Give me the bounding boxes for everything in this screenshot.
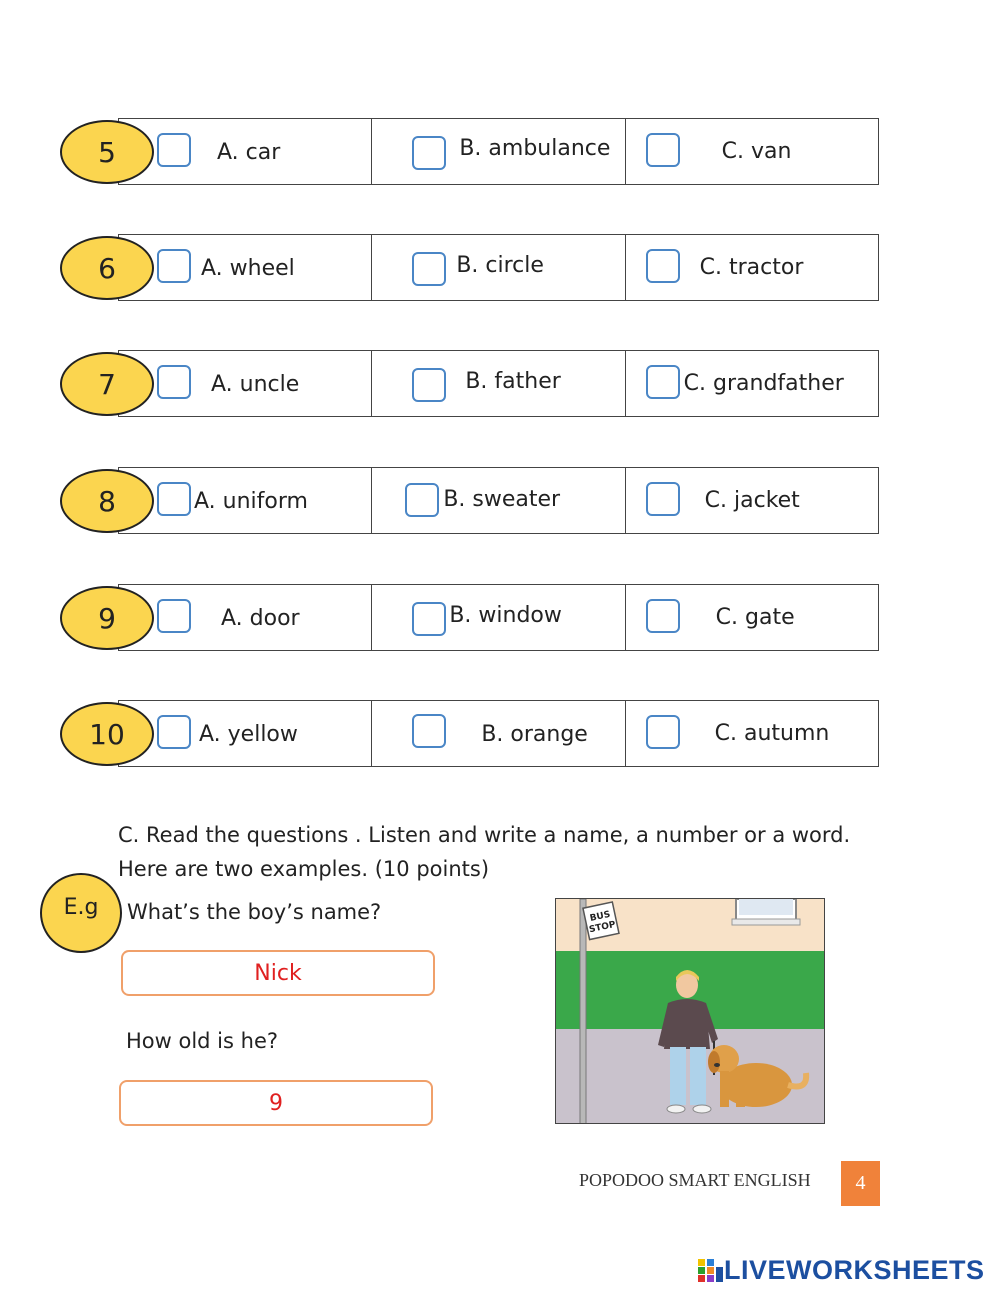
option-b-label: B. ambulance [459, 136, 611, 161]
option-c-label: C. tractor [699, 255, 804, 280]
option-b-label: B. orange [481, 722, 588, 747]
footer-publisher: POPODOO SMART ENGLISH [579, 1170, 811, 1190]
question-row-10 [89, 700, 879, 767]
checkbox-c[interactable] [646, 249, 680, 283]
option-c-label: C. van [721, 139, 792, 164]
option-cell-b [372, 585, 625, 650]
example-question-1: What’s the boy’s name? [127, 900, 382, 924]
option-cell-a [119, 235, 372, 300]
bus-sign-line-1: BUS [589, 909, 612, 924]
option-cell-a [119, 701, 372, 766]
options-table [118, 700, 879, 767]
option-cell-c [626, 119, 878, 184]
example-badge: E.g [40, 873, 122, 953]
options-table [118, 467, 879, 534]
question-row-6 [98, 234, 879, 301]
options-table [118, 118, 879, 185]
option-b-label: B. sweater [443, 487, 561, 512]
liveworksheets-logo[interactable] [698, 1255, 985, 1286]
option-a-label: A. uniform [194, 489, 308, 514]
question-row-5 [98, 118, 879, 185]
option-c-label: C. jacket [704, 488, 800, 513]
bus-sign-line-2: STOP [588, 919, 617, 936]
question-number-badge: 10 [60, 702, 154, 766]
checkbox-a[interactable] [157, 482, 191, 516]
section-c-instructions [118, 818, 850, 886]
option-cell-a [119, 585, 372, 650]
checkbox-c[interactable] [646, 133, 680, 167]
question-number-badge: 7 [60, 352, 154, 416]
checkbox-c[interactable] [646, 599, 680, 633]
checkbox-a[interactable] [157, 365, 191, 399]
checkbox-b[interactable] [412, 714, 446, 748]
option-a-label: A. wheel [201, 256, 295, 281]
question-row-9 [98, 584, 879, 651]
checkbox-a[interactable] [157, 715, 191, 749]
option-cell-c [626, 351, 878, 416]
option-cell-c [626, 235, 878, 300]
option-cell-c [626, 701, 878, 766]
question-row-8 [98, 467, 879, 534]
question-number-badge: 9 [60, 586, 154, 650]
example-question-2: How old is he? [126, 1029, 279, 1053]
option-c-label: C. gate [715, 605, 795, 630]
option-a-label: A. yellow [199, 722, 298, 747]
option-a-label: A. uncle [211, 372, 300, 397]
checkbox-c[interactable] [646, 482, 680, 516]
picture-illustration [556, 899, 825, 1124]
checkbox-a[interactable] [157, 133, 191, 167]
answer-field-age[interactable]: 9 [119, 1080, 433, 1126]
option-b-label: B. circle [456, 253, 544, 278]
option-cell-b [372, 119, 625, 184]
checkbox-a[interactable] [157, 599, 191, 633]
boy-with-dog-picture [555, 898, 825, 1124]
option-cell-b [372, 701, 625, 766]
option-cell-b [372, 468, 625, 533]
page-number: 4 [841, 1161, 880, 1206]
option-cell-c [626, 468, 878, 533]
checkbox-a[interactable] [157, 249, 191, 283]
checkbox-b[interactable] [412, 368, 446, 402]
instruction-line-2: Here are two examples. (10 points) [118, 857, 490, 881]
option-b-label: B. father [465, 369, 561, 394]
option-cell-a [119, 468, 372, 533]
checkbox-c[interactable] [646, 715, 680, 749]
checkbox-b[interactable] [412, 136, 446, 170]
option-a-label: A. door [221, 606, 300, 631]
options-table [118, 350, 879, 417]
option-b-label: B. window [449, 603, 562, 628]
option-cell-a [119, 119, 372, 184]
option-cell-c [626, 585, 878, 650]
option-c-label: C. autumn [714, 721, 830, 746]
checkbox-b[interactable] [405, 483, 439, 517]
liveworksheets-wordmark: LIVEWORKSHEETS [724, 1255, 985, 1285]
question-number-badge: 6 [60, 236, 154, 300]
answer-field-name[interactable]: Nick [121, 950, 435, 996]
option-cell-a [119, 351, 372, 416]
option-cell-b [372, 351, 625, 416]
question-number-badge: 5 [60, 120, 154, 184]
checkbox-b[interactable] [412, 602, 446, 636]
options-table [118, 234, 879, 301]
option-c-label: C. grandfather [683, 371, 844, 396]
checkbox-b[interactable] [412, 252, 446, 286]
instruction-line-1: C. Read the questions . Listen and write a name, a number or a word. [118, 823, 851, 847]
checkbox-c[interactable] [646, 365, 680, 399]
option-a-label: A. car [217, 140, 281, 165]
options-table [118, 584, 879, 651]
question-row-7 [98, 350, 879, 417]
option-cell-b [372, 235, 625, 300]
liveworksheets-logo-icon [698, 1259, 724, 1283]
question-number-badge: 8 [60, 469, 154, 533]
